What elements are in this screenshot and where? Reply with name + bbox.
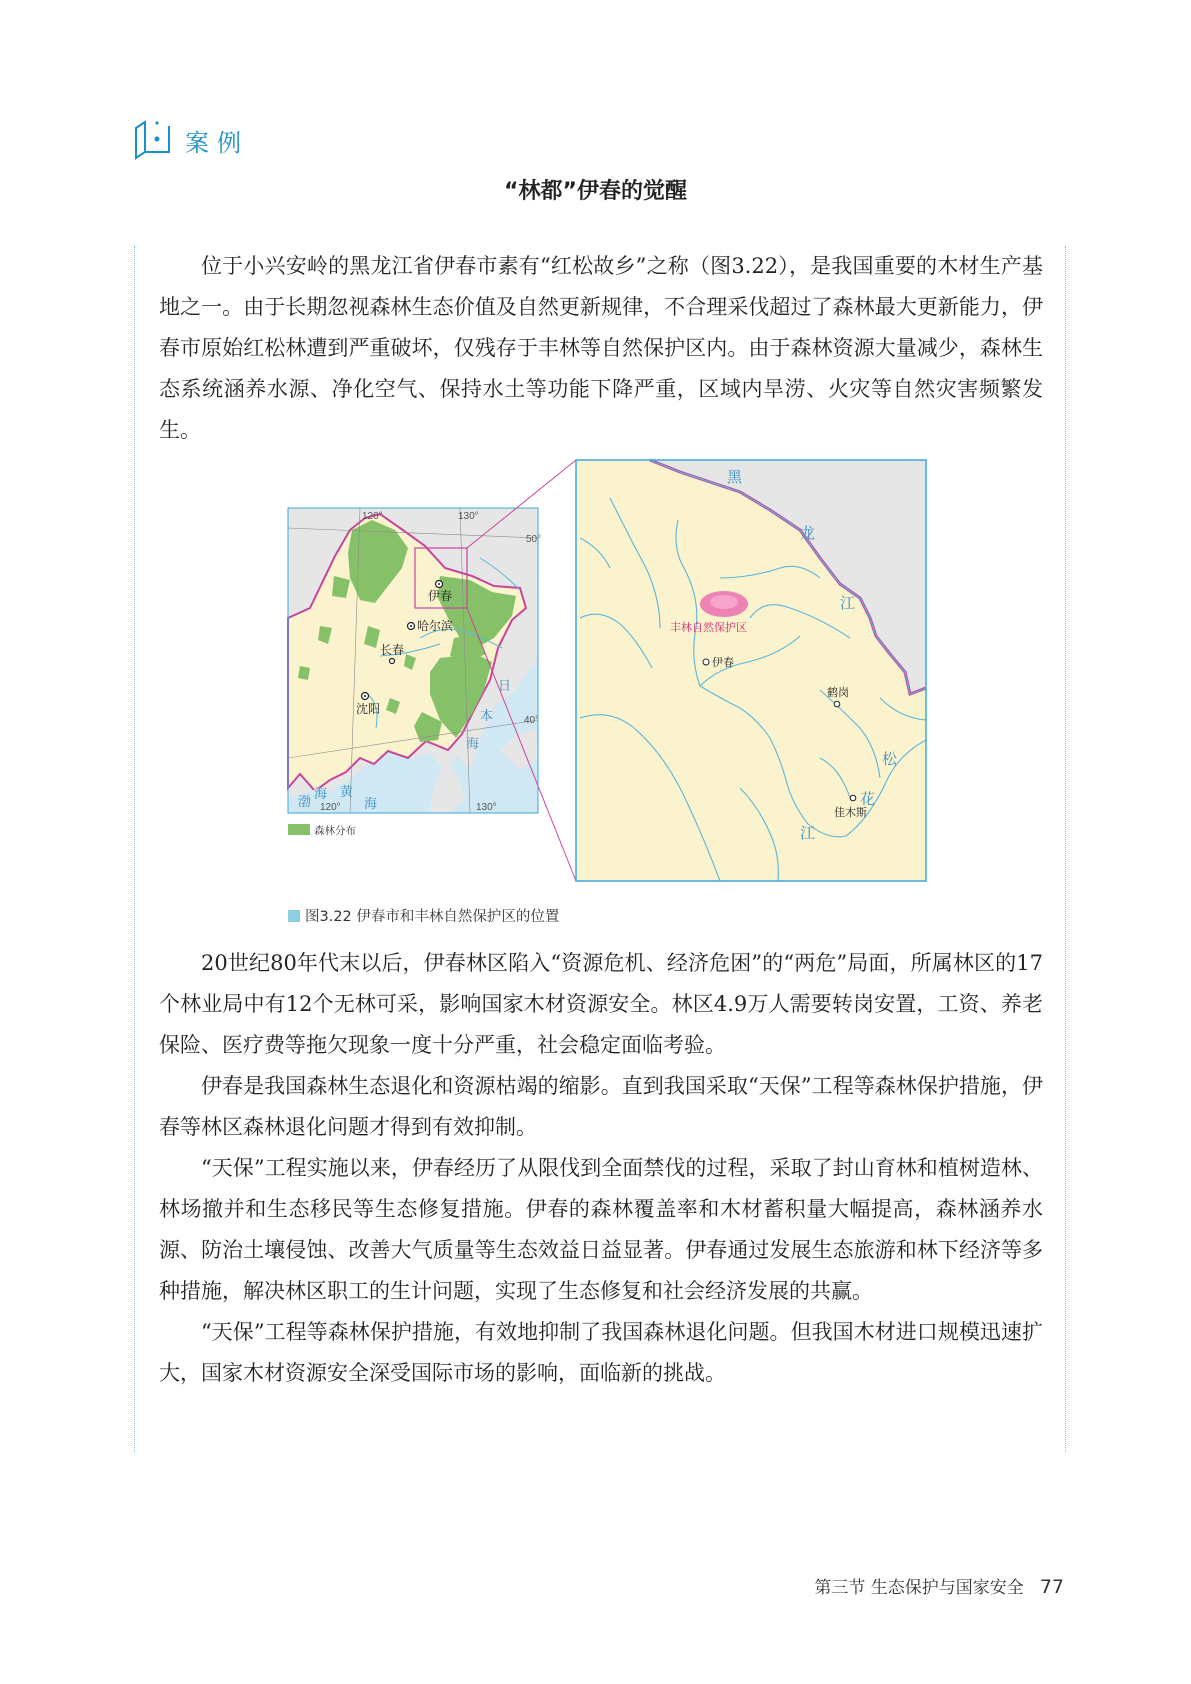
svg-text:黑: 黑 [727, 469, 743, 486]
svg-text:龙: 龙 [800, 525, 816, 542]
svg-text:渤: 渤 [298, 794, 312, 809]
city-shenyang: 沈阳 [356, 702, 381, 716]
footer-section-title: 第三节 生态保护与国家安全 [814, 1578, 1024, 1598]
figure-caption [288, 905, 559, 926]
city-harbin: 哈尔滨 [417, 619, 454, 633]
legend-forest-label: 森林分布 [314, 825, 356, 837]
inset-map [576, 460, 926, 881]
page-footer [814, 1573, 1064, 1598]
svg-text:花: 花 [860, 791, 876, 808]
article-title: “林都”伊春的觉醒 [504, 179, 687, 204]
inset-city-yichun: 伊春 [712, 657, 734, 669]
svg-text:海: 海 [314, 786, 328, 801]
inset-city-hegang: 鹤岗 [827, 687, 849, 699]
svg-text:40°: 40° [524, 715, 540, 726]
svg-text:松: 松 [882, 751, 898, 768]
svg-text:江: 江 [800, 825, 816, 842]
svg-text:50°: 50° [526, 534, 542, 545]
svg-text:本: 本 [480, 708, 494, 723]
svg-text:海: 海 [364, 796, 378, 811]
inset-city-jiamusi: 佳木斯 [834, 807, 867, 819]
figure-caption-text: 图3.22 伊春市和丰林自然保护区的位置 [305, 909, 560, 925]
svg-text:120°: 120° [320, 802, 341, 813]
paragraph: 伊春是我国森林生态退化和资源枯竭的缩影。直到我国采取“天保”工程等森林保护措施，伊春等林区森林退化问题才得到有效抑制。 [159, 1074, 1043, 1139]
caption-marker [288, 910, 300, 922]
page-number: 77 [1039, 1576, 1064, 1598]
figure-maps [280, 458, 930, 883]
case-label: 案例 [185, 128, 249, 157]
svg-text:130°: 130° [458, 511, 479, 522]
fenglin-reserve-label: 丰林自然保护区 [670, 622, 747, 634]
city-yichun: 伊春 [428, 589, 453, 603]
paragraph: 位于小兴安岭的黑龙江省伊春市素有“红松故乡”之称（图3.22），是我国重要的木材生产基地之一。由于长期忽视森林生态价值及自然更新规律，不合理采伐超过了森林最大更新能力，伊春市原始红松林遭到严重破坏，仅残存于丰林等自然保护区内。由于森林资源大量减少，森林生态系统涵养水源、净化空气、保持水土等功能下降严重，区域内旱涝、火灾等自然灾害频繁发生。 [159, 254, 1043, 442]
svg-text:海: 海 [466, 736, 480, 751]
city-changchun: 长春 [380, 643, 405, 657]
legend-forest-swatch [288, 824, 310, 835]
paragraph: “天保”工程等森林保护措施，有效地抑制了我国森林退化问题。但我国木材进口规模迅速扩大，国家木材资源安全深受国际市场的影响，面临新的挑战。 [159, 1320, 1043, 1385]
case-header [133, 120, 249, 160]
main-map [288, 508, 541, 837]
svg-text:130°: 130° [476, 802, 497, 813]
paragraph: “天保”工程实施以来，伊春经历了从限伐到全面禁伐的过程，采取了封山育林和植树造林、林场撤并和生态移民等生态修复措施。伊春的森林覆盖率和木材蓄积量大幅提高，森林涵养水源、防治土壤侵蚀、改善大气质量等生态效益日益显著。伊春通过发展生态旅游和林下经济等多种措施，解决林区职工的生计问题，实现了生态修复和社会经济发展的共赢。 [159, 1156, 1043, 1303]
svg-text:120°: 120° [362, 511, 383, 522]
case-book-icon [133, 120, 173, 160]
paragraph: 20世纪80年代末以后，伊春林区陷入“资源危机、经济危困”的“两危”局面，所属林区的17个林业局中有12个无林可采，影响国家木材资源安全。林区4.9万人需要转岗安置，工资、养老保险、医疗费等拖欠现象一度十分严重，社会稳定面临考验。 [159, 951, 1043, 1057]
left-dotted-rule [134, 246, 135, 1452]
svg-text:日: 日 [498, 678, 512, 693]
svg-text:黄: 黄 [340, 784, 354, 799]
svg-text:江: 江 [840, 595, 856, 612]
right-dotted-rule [1065, 246, 1066, 1452]
